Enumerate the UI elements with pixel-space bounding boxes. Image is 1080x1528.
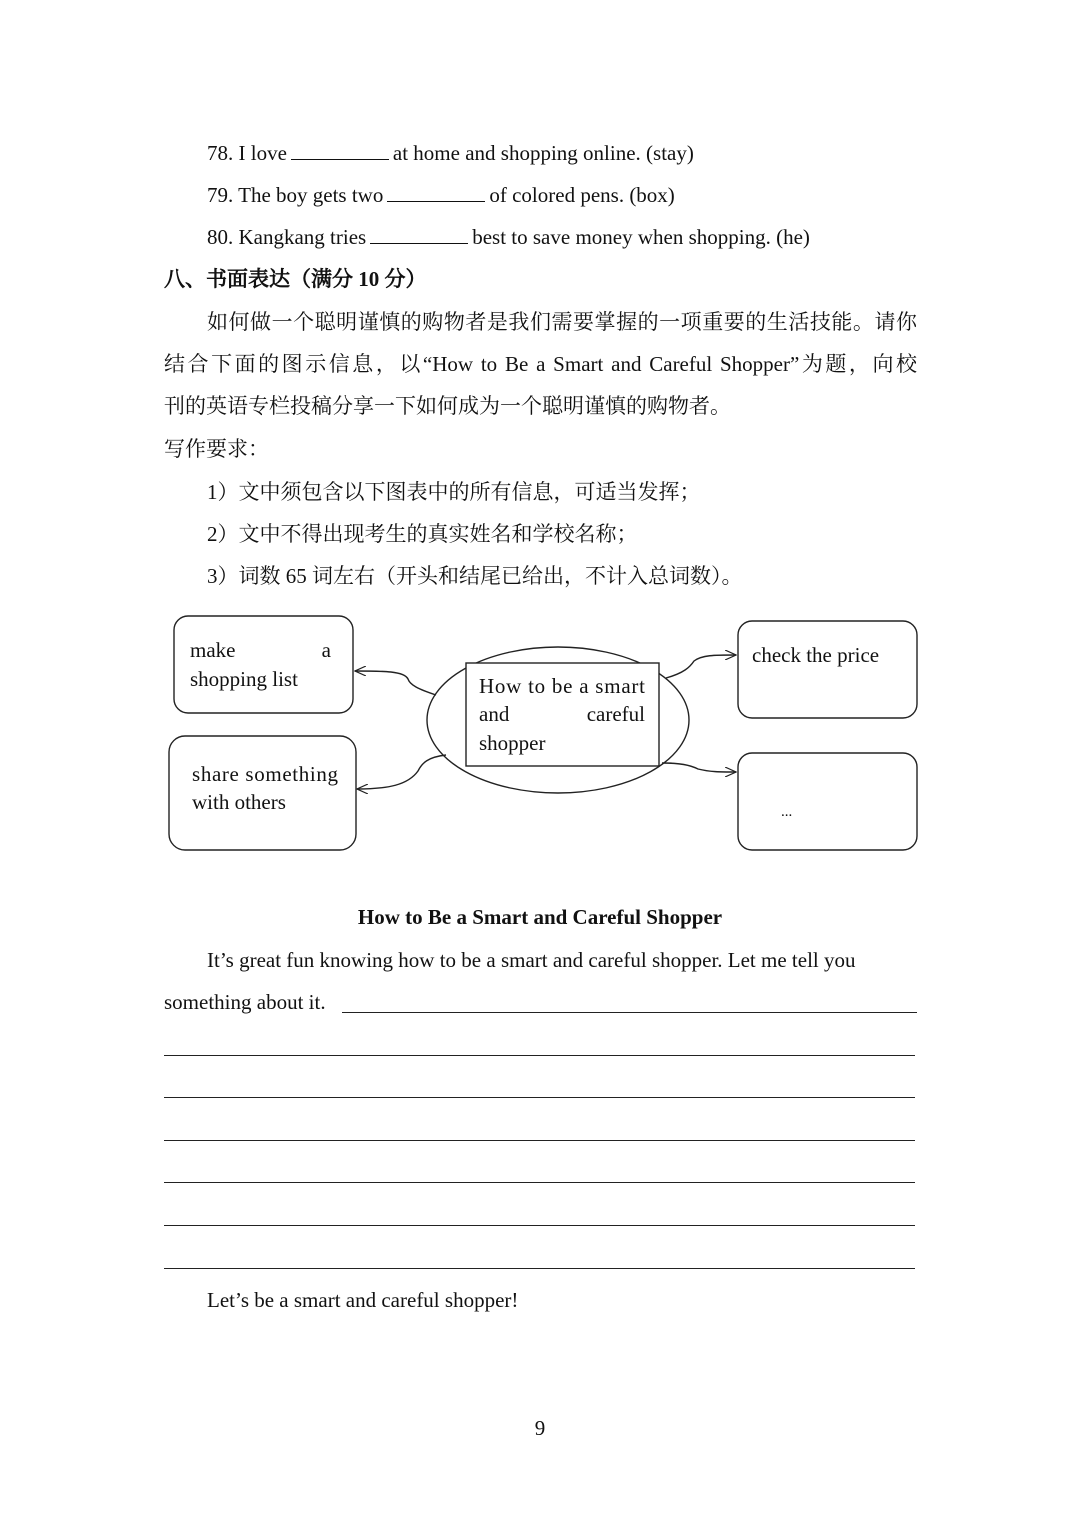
node-bottom-right-text: ... (781, 804, 793, 820)
writing-line-5[interactable] (164, 1182, 915, 1183)
node-bottom-right (738, 753, 917, 850)
writing-line-2[interactable] (164, 1055, 915, 1056)
question-79-hint: of colored pens. (box) (489, 183, 675, 207)
node-bottom-left-text-1: share something (192, 762, 338, 786)
answer-blank-80[interactable] (370, 225, 468, 244)
node-top-right (738, 621, 917, 718)
node-top-left (174, 616, 353, 713)
writing-line-1[interactable] (342, 1012, 917, 1013)
prompt-line-2: 结合下面的图示信息，以“How to Be a Smart and Careful Shopper”为题，向校 (164, 352, 917, 376)
essay-title: How to Be a Smart and Careful Shopper (357, 905, 723, 929)
question-80-stem: 80. Kangkang tries (207, 225, 367, 249)
arrow-to-bottom-left (357, 755, 446, 789)
question-78-stem: 78. I love (207, 141, 287, 165)
writing-line-3[interactable] (164, 1097, 915, 1098)
center-text-1: How to be a smart (479, 674, 645, 698)
requirement-3: 3）词数 65 词左右（开头和结尾已给出，不计入总词数）。 (207, 564, 743, 588)
page-number: 9 (534, 1416, 546, 1440)
writing-line-6[interactable] (164, 1225, 915, 1226)
node-bottom-left-text-2: with others (192, 790, 286, 814)
center-text-2a: and (479, 702, 510, 726)
prompt-line-1: 如何做一个聪明谨慎的购物者是我们需要掌握的一项重要的生活技能。请你 (207, 310, 917, 334)
answer-blank-78[interactable] (291, 141, 389, 160)
question-80-hint: best to save money when shopping. (he) (472, 225, 810, 249)
node-top-left-text-2: shopping list (190, 667, 298, 691)
arrow-to-top-right (666, 655, 736, 678)
essay-closing: Let’s be a smart and careful shopper! (207, 1288, 519, 1312)
center-text-3: shopper (479, 731, 546, 755)
essay-opening-line-2: something about it. (164, 990, 326, 1014)
mind-map-diagram (0, 605, 1080, 865)
answer-blank-79[interactable] (387, 183, 485, 202)
section-heading: 八、书面表达（满分 10 分） (164, 267, 427, 291)
writing-line-4[interactable] (164, 1140, 915, 1141)
question-78 (207, 139, 694, 167)
requirement-2: 2）文中不得出现考生的真实姓名和学校名称； (207, 522, 638, 546)
writing-line-7[interactable] (164, 1268, 915, 1269)
center-text-2b: careful (586, 702, 645, 726)
question-79 (207, 181, 675, 209)
question-80 (207, 223, 810, 251)
prompt-line-3: 刊的英语专栏投稿分享一下如何成为一个聪明谨慎的购物者。 (164, 394, 731, 418)
requirement-1: 1）文中须包含以下图表中的所有信息，可适当发挥； (207, 480, 701, 504)
essay-opening-line-1: It’s great fun knowing how to be a smart and careful shopper. Let me tell you (207, 948, 856, 972)
question-79-stem: 79. The boy gets two (207, 183, 384, 207)
arrow-to-top-left (355, 671, 436, 695)
requirements-title: 写作要求： (164, 437, 269, 461)
arrow-to-bottom-right (662, 763, 736, 772)
node-top-right-text: check the price (752, 643, 880, 667)
node-top-left-text-1a: make (190, 638, 236, 662)
question-78-hint: at home and shopping online. (stay) (392, 141, 694, 165)
node-top-left-text-1b: a (321, 638, 331, 662)
